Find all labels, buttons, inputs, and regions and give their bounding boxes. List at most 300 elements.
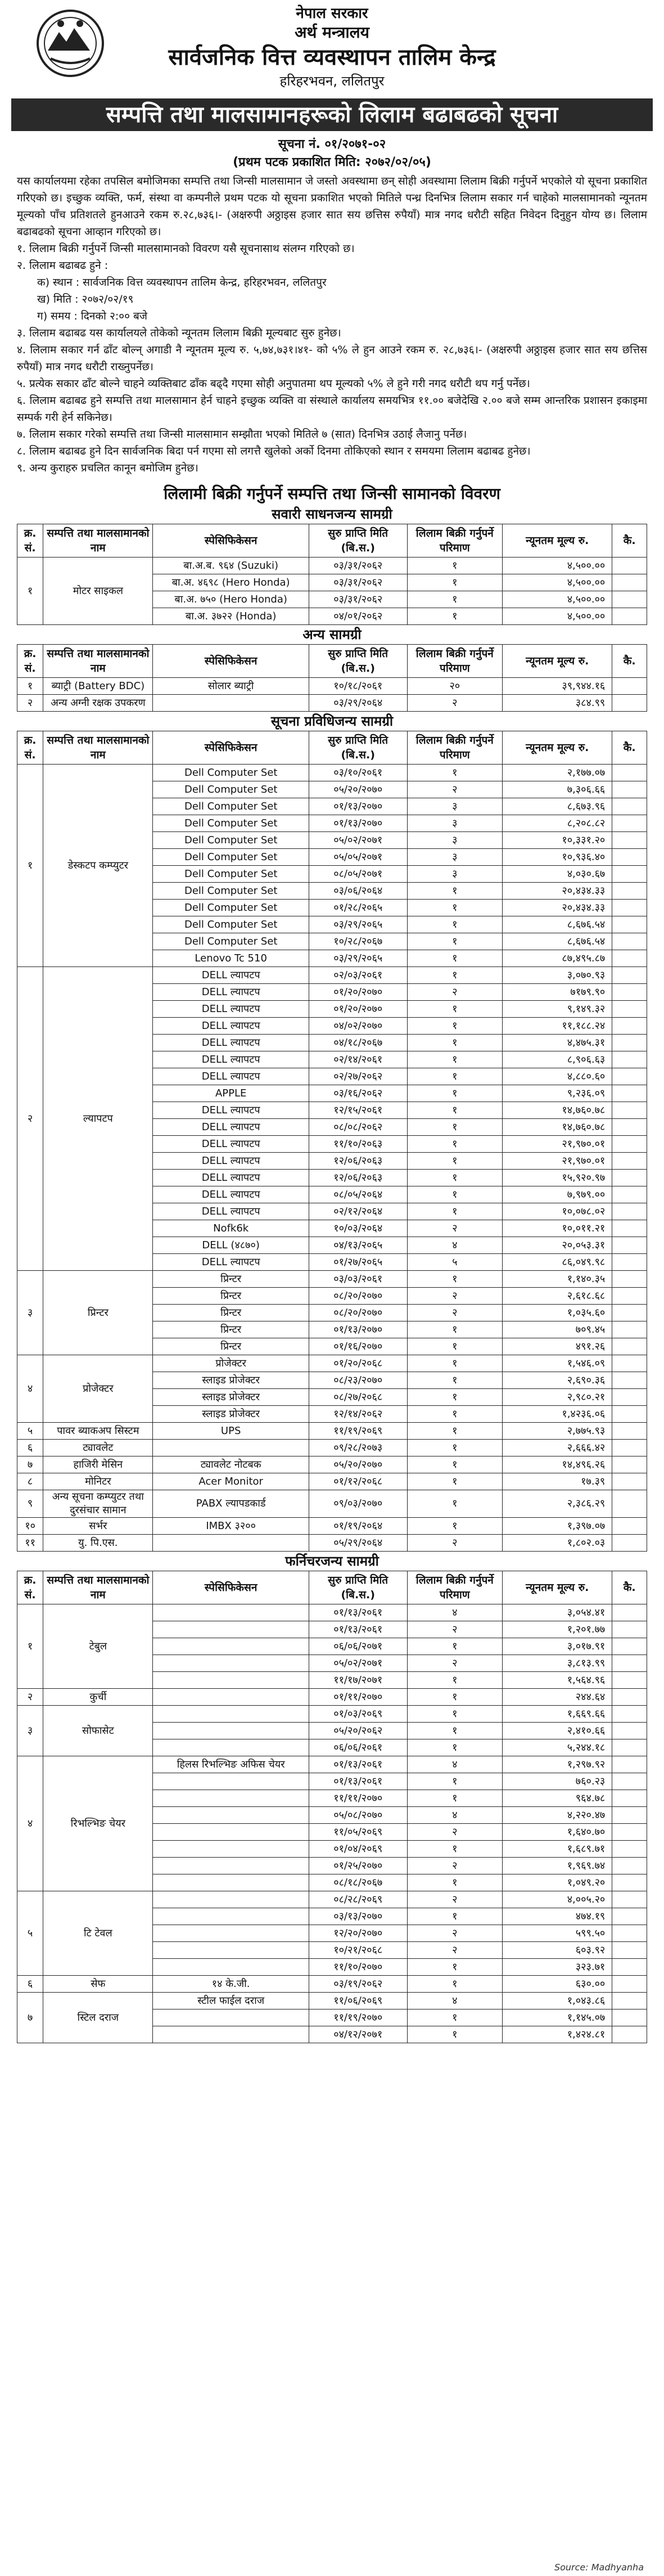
- remark-cell: [612, 849, 647, 866]
- minimum-price: १०,३३१.२०: [503, 832, 612, 849]
- acquired-date: ०४/१२/२०७१: [309, 2026, 407, 2043]
- remark-cell: [612, 1051, 647, 1068]
- specification: बा.अ. ७५० (Hero Honda): [153, 591, 309, 608]
- minimum-price: १४,७६०.७८: [503, 1119, 612, 1136]
- table-row: [17, 558, 647, 574]
- quantity: १: [407, 1959, 503, 1976]
- remark-cell: [612, 1807, 647, 1824]
- remark-cell: [612, 1119, 647, 1136]
- specification: [153, 2009, 309, 2026]
- specification: Dell Computer Set: [153, 781, 309, 798]
- remark-cell: [612, 916, 647, 933]
- minimum-price: २,६६६.४२: [503, 1440, 612, 1456]
- table-header-row: [17, 524, 647, 558]
- serial-number: ११: [17, 1535, 43, 1552]
- column-header-name: सम्पत्ति तथा मालसामानको नाम: [43, 1571, 153, 1604]
- quantity: १: [407, 591, 503, 608]
- column-header-remark: कै.: [612, 645, 647, 678]
- minimum-price: १,८०२.०३: [503, 1535, 612, 1552]
- specification: स्लाइड प्रोजेक्टर: [153, 1406, 309, 1423]
- minimum-price: ४,०३०.६७: [503, 866, 612, 883]
- points-list: [17, 240, 647, 476]
- header-line2: अर्थ मन्त्रालय: [295, 23, 369, 42]
- minimum-price: १,४२३६.०६: [503, 1406, 612, 1423]
- quantity: १: [407, 1723, 503, 1739]
- specification: UPS: [153, 1423, 309, 1440]
- quantity: १: [407, 916, 503, 933]
- quantity: २: [407, 1858, 503, 1874]
- quantity: २: [407, 1891, 503, 1908]
- acquired-date: ०३/३१/२०६२: [309, 558, 407, 574]
- serial-number: ३: [17, 1706, 43, 1756]
- column-header-remark: कै.: [612, 524, 647, 558]
- specification: IMBX ३२००: [153, 1518, 309, 1535]
- serial-number: ७: [17, 1456, 43, 1473]
- acquired-date: ०३/३१/२०६२: [309, 574, 407, 591]
- specification: [153, 1604, 309, 1621]
- remark-cell: [612, 1790, 647, 1807]
- remark-cell: [612, 574, 647, 591]
- quantity: २: [407, 781, 503, 798]
- quantity: १: [407, 1051, 503, 1068]
- specification: DELL ल्यापटप: [153, 984, 309, 1001]
- header-line1: नेपाल सरकार: [296, 5, 368, 22]
- quantity: ४: [407, 1756, 503, 1773]
- column-header-name: सम्पत्ति तथा मालसामानको नाम: [43, 524, 153, 558]
- quantity: १: [407, 883, 503, 900]
- remark-cell: [612, 1535, 647, 1552]
- acquired-date: ०५/२०/२०६२: [309, 1723, 407, 1739]
- items-list-title: लिलामी बिक्री गर्नुपर्ने सम्पत्ति तथा जिन्सी सामानको विवरण: [164, 484, 500, 503]
- quantity: २: [407, 1655, 503, 1672]
- notice-point: ३. लिलाम बढाबढ यस कार्यालयले तोकेको न्यूनतम लिलाम बिक्री मूल्यबाट सुरु हुनेछ।: [17, 327, 341, 339]
- acquired-date: ०३/२९/२०६४: [309, 695, 407, 712]
- specification: हिलस रिभल्भिङ अफिस चेयर: [153, 1756, 309, 1773]
- specification: Dell Computer Set: [153, 798, 309, 815]
- table-row: [17, 1756, 647, 1773]
- specification: [153, 1807, 309, 1824]
- minimum-price: ५,२४४.१८: [503, 1739, 612, 1756]
- intro-paragraph: यस कार्यालयमा रहेका तपसिल बमोजिमका सम्पत्ति तथा जिन्सी मालसामान जे जस्तो अवस्थामा छन् सोही अवस्थामा लिलाम बिक्री गर्नुपर्ने भएकोले यो सूचना प्रकाशित गरिएको छ। इच्छुक व्यक्ति, फर्म, संस्था वा कम्पनीले प्रथम पटक यो सूचना प्रकाशित भएको मितिले पन्ध्र दिनभित्र लिलाम सकार गर्न चाहेको मालसामानको न्यूनतम मूल्यको पाँच प्रतिशतले हुनआउने रकम रु.२८,७३६।- (अक्षरुपी अठ्ठाइस हजार सात सय छत्तिस रुपैयाँ) मात्र नगद धरौटी सहित निवेदन दिनुहुन योग्य छ। लिलाम बढाबढको सूचना आव्हान गरिएको छ।: [17, 175, 647, 238]
- minimum-price: ४,५००.००: [503, 574, 612, 591]
- remark-cell: [612, 1655, 647, 1672]
- quantity: १: [407, 1136, 503, 1153]
- quantity: ३: [407, 866, 503, 883]
- quantity: १: [407, 1085, 503, 1102]
- item-name: स्टिल दराज: [43, 1993, 153, 2043]
- serial-number: २: [17, 1689, 43, 1706]
- quantity: २: [407, 1824, 503, 1841]
- specification: Dell Computer Set: [153, 900, 309, 916]
- remark-cell: [612, 1993, 647, 2009]
- notice-number: सूचना नं. ०१/२०७१-०२: [278, 137, 386, 151]
- items-table: [17, 1571, 647, 2043]
- minimum-price: १,१४०.३५: [503, 1271, 612, 1288]
- minimum-price: ७,९७९.००: [503, 1186, 612, 1203]
- quantity: १: [407, 1355, 503, 1372]
- quantity: १: [407, 967, 503, 984]
- acquired-date: ०९/२८/२०७३: [309, 1440, 407, 1456]
- minimum-price: १,४२४.८१: [503, 2026, 612, 2043]
- remark-cell: [612, 1220, 647, 1237]
- acquired-date: ०१/१३/२०६१: [309, 1773, 407, 1790]
- column-header-date: सुरु प्राप्ति मिति (बि.स.): [309, 645, 407, 678]
- table-header-row: [17, 1571, 647, 1604]
- item-name: मोनिटर: [43, 1473, 153, 1490]
- serial-number: ४: [17, 1756, 43, 1891]
- table-header-row: [17, 731, 647, 765]
- quantity: २: [407, 695, 503, 712]
- acquired-date: ०५/०५/२०७१: [309, 849, 407, 866]
- column-header-date: सुरु प्राप्ति मिति (बि.स.): [309, 731, 407, 765]
- specification: Lenovo Tc 510: [153, 950, 309, 967]
- minimum-price: १,०४९.२०: [503, 1874, 612, 1891]
- specification: प्रोजेक्टर: [153, 1355, 309, 1372]
- table-row: [17, 1490, 647, 1518]
- minimum-price: ४,२२०.४७: [503, 1807, 612, 1824]
- table-row: [17, 1891, 647, 1908]
- quantity: १: [407, 1271, 503, 1288]
- quantity: १: [407, 1874, 503, 1891]
- quantity: १: [407, 933, 503, 950]
- remark-cell: [612, 1706, 647, 1723]
- quantity: १: [407, 1372, 503, 1389]
- quantity: २: [407, 984, 503, 1001]
- minimum-price: १,०३५.६०: [503, 1305, 612, 1321]
- quantity: १: [407, 1186, 503, 1203]
- specification: स्लाइड प्रोजेक्टर: [153, 1389, 309, 1406]
- acquired-date: ०३/०६/२०६४: [309, 883, 407, 900]
- minimum-price: २१,९७०.०१: [503, 1136, 612, 1153]
- item-name: हाजिरी मेसिन: [43, 1456, 153, 1473]
- notice-point: ९. अन्य कुराहरु प्रचलित कानून बमोजिम हुनेछ।: [17, 462, 198, 474]
- remark-cell: [612, 1170, 647, 1186]
- specification: Dell Computer Set: [153, 765, 309, 781]
- remark-cell: [612, 1841, 647, 1858]
- specification: APPLE: [153, 1085, 309, 1102]
- minimum-price: ८७,४९५.८७: [503, 950, 612, 967]
- table-row: [17, 1456, 647, 1473]
- specification: बा.अ. ३७२२ (Honda): [153, 608, 309, 625]
- quantity: ३: [407, 849, 503, 866]
- specification: DELL ल्यापटप: [153, 1170, 309, 1186]
- notice-point: ६. लिलाम बढाबढ हुने सम्पत्ति तथा मालसामान हेर्न चाहने इच्छुक व्यक्ति वा संस्थाले कार्यालय समयभित्र ११.०० बजेदेखि २.०० बजे सम्म आन्तरिक प्रशासन इकाइमा सम्पर्क गरी हेर्न सकिनेछ।: [17, 394, 647, 424]
- column-header-min: न्यूनतम मूल्य रु.: [503, 1571, 612, 1604]
- acquired-date: ०८/०५/२०७१: [309, 866, 407, 883]
- quantity: ४: [407, 1993, 503, 2009]
- specification: [153, 1790, 309, 1807]
- acquired-date: ०८/२०/२०७०: [309, 1288, 407, 1305]
- specification: [153, 1723, 309, 1739]
- item-name: अन्य अग्नी रक्षक उपकरण: [43, 695, 153, 712]
- specification: [153, 1942, 309, 1959]
- quantity: १: [407, 1841, 503, 1858]
- remark-cell: [612, 1723, 647, 1739]
- remark-cell: [612, 1891, 647, 1908]
- acquired-date: ०२/२७/२०६२: [309, 1068, 407, 1085]
- minimum-price: ७०९.४५: [503, 1321, 612, 1338]
- quantity: १: [407, 1976, 503, 1993]
- remark-cell: [612, 1638, 647, 1655]
- remark-cell: [612, 950, 647, 967]
- acquired-date: ०४/०१/२०६२: [309, 608, 407, 625]
- acquired-date: ०३/२९/२०६५: [309, 950, 407, 967]
- specification: प्रिन्टर: [153, 1338, 309, 1355]
- remark-cell: [612, 1858, 647, 1874]
- section-title: फर्निचरजन्य सामग्री: [285, 1553, 379, 1569]
- remark-cell: [612, 1389, 647, 1406]
- remark-cell: [612, 1976, 647, 1993]
- notice-point: ८. लिलाम बढाबढ हुने दिन सार्वजनिक बिदा पर्न गएमा सो लगत्तै खुलेको अर्को दिनमा तोकिएको स्थान र समयमा लिलाम बढाबढ हुनेछ।: [17, 445, 531, 457]
- acquired-date: ११/१९/२०६९: [309, 1423, 407, 1440]
- acquired-date: ०८/१८/२०६७: [309, 1874, 407, 1891]
- acquired-date: ०८/२३/२०७०: [309, 1372, 407, 1389]
- serial-number: १: [17, 1604, 43, 1689]
- remark-cell: [612, 967, 647, 984]
- remark-cell: [612, 866, 647, 883]
- minimum-price: ८,२०८.८२: [503, 815, 612, 832]
- minimum-price: १,२०१.७७: [503, 1621, 612, 1638]
- column-header-qty: लिलाम बिक्री गर्नुपर्ने परिमाण: [407, 731, 503, 765]
- specification: DELL ल्यापटप: [153, 1136, 309, 1153]
- serial-number: ७: [17, 1993, 43, 2043]
- minimum-price: १,५६४.९६: [503, 1672, 612, 1689]
- acquired-date: ०१/२०/२०७०: [309, 1001, 407, 1018]
- remark-cell: [612, 1186, 647, 1203]
- minimum-price: ३८४.९९: [503, 695, 612, 712]
- item-name: सेफ: [43, 1976, 153, 1993]
- item-name: मोटर साइकल: [43, 558, 153, 625]
- remark-cell: [612, 765, 647, 781]
- item-name: प्रिन्टर: [43, 1271, 153, 1355]
- remark-cell: [612, 1473, 647, 1490]
- minimum-price: १,०४३.८६: [503, 1993, 612, 2009]
- acquired-date: ०३/१०/२०६१: [309, 765, 407, 781]
- quantity: २: [407, 1288, 503, 1305]
- acquired-date: १२/०६/२०६३: [309, 1153, 407, 1170]
- specification: Dell Computer Set: [153, 815, 309, 832]
- remark-cell: [612, 2009, 647, 2026]
- minimum-price: १,१४५.०७: [503, 2009, 612, 2026]
- specification: DELL ल्यापटप: [153, 967, 309, 984]
- specification: [153, 1638, 309, 1655]
- quantity: १: [407, 1739, 503, 1756]
- item-name: सर्भर: [43, 1518, 153, 1535]
- specification: [153, 1824, 309, 1841]
- quantity: १: [407, 1440, 503, 1456]
- notice-point: १. लिलाम बिक्री गर्नुपर्ने जिन्सी मालसामानको विवरण यसै सूचनासाथ संलग्न गरिएको छ।: [17, 242, 355, 255]
- acquired-date: ०२/१२/२०६४: [309, 1203, 407, 1220]
- remark-cell: [612, 781, 647, 798]
- acquired-date: ०५/२९/२०६४: [309, 1535, 407, 1552]
- column-header-qty: लिलाम बिक्री गर्नुपर्ने परिमाण: [407, 524, 503, 558]
- specification: DELL ल्यापटप: [153, 1203, 309, 1220]
- remark-cell: [612, 1959, 647, 1976]
- table-row: [17, 1604, 647, 1621]
- specification: [153, 1621, 309, 1638]
- quantity: १: [407, 950, 503, 967]
- acquired-date: ०५/०८/२०७०: [309, 1807, 407, 1824]
- minimum-price: १,६६९.६६: [503, 1706, 612, 1723]
- quantity: १: [407, 1518, 503, 1535]
- quantity: १: [407, 1068, 503, 1085]
- specification: बा.अ. ४६९८ (Hero Honda): [153, 574, 309, 591]
- items-tables: [17, 505, 647, 2043]
- government-emblem-icon: [34, 7, 107, 80]
- item-name: टि टेवल: [43, 1891, 153, 1976]
- quantity: १: [407, 1035, 503, 1051]
- table-row: [17, 695, 647, 712]
- section-title: सूचना प्रविधिजन्य सामग्री: [270, 713, 394, 729]
- acquired-date: ०५/०२/२०७१: [309, 832, 407, 849]
- minimum-price: २,१७७.०७: [503, 765, 612, 781]
- acquired-date: ०२/०३/२०६१: [309, 967, 407, 984]
- minimum-price: २,३८६.२९: [503, 1490, 612, 1518]
- acquired-date: ०८/२०/२०७०: [309, 1305, 407, 1321]
- column-header-date: सुरु प्राप्ति मिति (बि.स.): [309, 524, 407, 558]
- acquired-date: १२/०६/२०६३: [309, 1170, 407, 1186]
- remark-cell: [612, 1338, 647, 1355]
- remark-cell: [612, 1756, 647, 1773]
- specification: DELL (४८७०): [153, 1237, 309, 1254]
- remark-cell: [612, 815, 647, 832]
- specification: DELL ल्यापटप: [153, 1186, 309, 1203]
- acquired-date: ०१/१९/२०६४: [309, 1518, 407, 1535]
- item-name: ब्याट्री (Battery BDC): [43, 678, 153, 695]
- minimum-price: २१,९७०.०१: [503, 1153, 612, 1170]
- specification: [153, 1841, 309, 1858]
- specification: Dell Computer Set: [153, 916, 309, 933]
- table-row: [17, 1473, 647, 1490]
- serial-number: २: [17, 967, 43, 1271]
- acquired-date: ०६/०६/२०६१: [309, 1739, 407, 1756]
- acquired-date: ०८/०५/२०६४: [309, 1186, 407, 1203]
- remark-cell: [612, 900, 647, 916]
- specification: [153, 1891, 309, 1908]
- acquired-date: ०४/१३/२०६५: [309, 1237, 407, 1254]
- quantity: ५: [407, 1254, 503, 1271]
- specification: [153, 2026, 309, 2043]
- column-header-name: सम्पत्ति तथा मालसामानको नाम: [43, 645, 153, 678]
- specification: [153, 1908, 309, 1925]
- remark-cell: [612, 1874, 647, 1891]
- quantity: १: [407, 900, 503, 916]
- item-name: यु. पि.एस.: [43, 1535, 153, 1552]
- minimum-price: २,६१८.६८: [503, 1288, 612, 1305]
- remark-cell: [612, 1440, 647, 1456]
- minimum-price: ३,०५४.४१: [503, 1604, 612, 1621]
- acquired-date: ०१/२०/२०७०: [309, 984, 407, 1001]
- specification: Dell Computer Set: [153, 883, 309, 900]
- specification: [153, 1535, 309, 1552]
- quantity: १: [407, 1423, 503, 1440]
- minimum-price: ४,५००.००: [503, 591, 612, 608]
- minimum-price: ८६,०४९.९८: [503, 1254, 612, 1271]
- minimum-price: २,९८०.२१: [503, 1389, 612, 1406]
- quantity: १: [407, 1490, 503, 1518]
- column-header-sn: क्र. सं.: [17, 731, 43, 765]
- remark-cell: [612, 1518, 647, 1535]
- acquired-date: ०१/२७/२०६५: [309, 1254, 407, 1271]
- notice-point: ग) समय : दिनको २:०० बजे: [37, 310, 147, 322]
- acquired-date: १०/१८/२०६१: [309, 678, 407, 695]
- header-line3: सार्वजनिक वित्त व्यवस्थापन तालिम केन्द्र: [168, 44, 496, 70]
- specification: DELL ल्यापटप: [153, 1102, 309, 1119]
- quantity: १: [407, 1473, 503, 1490]
- acquired-date: ०४/०२/२०७०: [309, 1018, 407, 1035]
- remark-cell: [612, 1925, 647, 1942]
- specification: प्रिन्टर: [153, 1321, 309, 1338]
- acquired-date: ०१/२८/२०६५: [309, 900, 407, 916]
- items-table: [17, 731, 647, 1552]
- minimum-price: ८,६७३.९६: [503, 798, 612, 815]
- acquired-date: ०१/०३/२०६९: [309, 1706, 407, 1723]
- quantity: १: [407, 2009, 503, 2026]
- remark-cell: [612, 1621, 647, 1638]
- acquired-date: ११/१०/२०७०: [309, 1959, 407, 1976]
- acquired-date: ०२/१४/२०६१: [309, 1051, 407, 1068]
- specification: PABX ल्यापडकार्ड: [153, 1490, 309, 1518]
- acquired-date: ०१/०४/२०६९: [309, 1841, 407, 1858]
- remark-cell: [612, 984, 647, 1001]
- minimum-price: ८,६७६.५४: [503, 916, 612, 933]
- item-name: टेबुल: [43, 1604, 153, 1689]
- column-header-min: न्यूनतम मूल्य रु.: [503, 524, 612, 558]
- column-header-sn: क्र. सं.: [17, 524, 43, 558]
- acquired-date: ०१/१३/२०७०: [309, 1321, 407, 1338]
- column-header-min: न्यूनतम मूल्य रु.: [503, 731, 612, 765]
- table-row: [17, 1535, 647, 1552]
- quantity: ३: [407, 815, 503, 832]
- remark-cell: [612, 1739, 647, 1756]
- minimum-price: ४,५००.००: [503, 608, 612, 625]
- specification: ट्यावलेट नोटबक: [153, 1456, 309, 1473]
- item-name: कुर्ची: [43, 1689, 153, 1706]
- minimum-price: ६०३.९२: [503, 1942, 612, 1959]
- specification: DELL ल्यापटप: [153, 1119, 309, 1136]
- serial-number: ९: [17, 1490, 43, 1518]
- remark-cell: [612, 678, 647, 695]
- remark-cell: [612, 1136, 647, 1153]
- quantity: २०: [407, 678, 503, 695]
- remark-cell: [612, 1672, 647, 1689]
- quantity: १: [407, 1406, 503, 1423]
- table-row: [17, 1440, 647, 1456]
- serial-number: २: [17, 695, 43, 712]
- acquired-date: ०६/०६/२०७१: [309, 1638, 407, 1655]
- minimum-price: ७,३०६.६६: [503, 781, 612, 798]
- serial-number: ३: [17, 1271, 43, 1355]
- items-table: [17, 524, 647, 625]
- column-header-qty: लिलाम बिक्री गर्नुपर्ने परिमाण: [407, 645, 503, 678]
- column-header-date: सुरु प्राप्ति मिति (बि.स.): [309, 1571, 407, 1604]
- minimum-price: ९,१४९.३२: [503, 1001, 612, 1018]
- remark-cell: [612, 1305, 647, 1321]
- column-header-remark: कै.: [612, 731, 647, 765]
- minimum-price: १,२९७.९२: [503, 1756, 612, 1773]
- remark-cell: [612, 1203, 647, 1220]
- specification: प्रिन्टर: [153, 1305, 309, 1321]
- acquired-date: ०४/१८/२०६७: [309, 1035, 407, 1051]
- acquired-date: ०१/२५/२०७०: [309, 1858, 407, 1874]
- quantity: २: [407, 1621, 503, 1638]
- minimum-price: २०,०५३.३१: [503, 1237, 612, 1254]
- item-name: अन्य सूचना कम्प्युटर तथा दुरसंचार सामान: [43, 1490, 153, 1518]
- specification: [153, 1925, 309, 1942]
- remark-cell: [612, 1908, 647, 1925]
- specification: Dell Computer Set: [153, 866, 309, 883]
- specification: [153, 1655, 309, 1672]
